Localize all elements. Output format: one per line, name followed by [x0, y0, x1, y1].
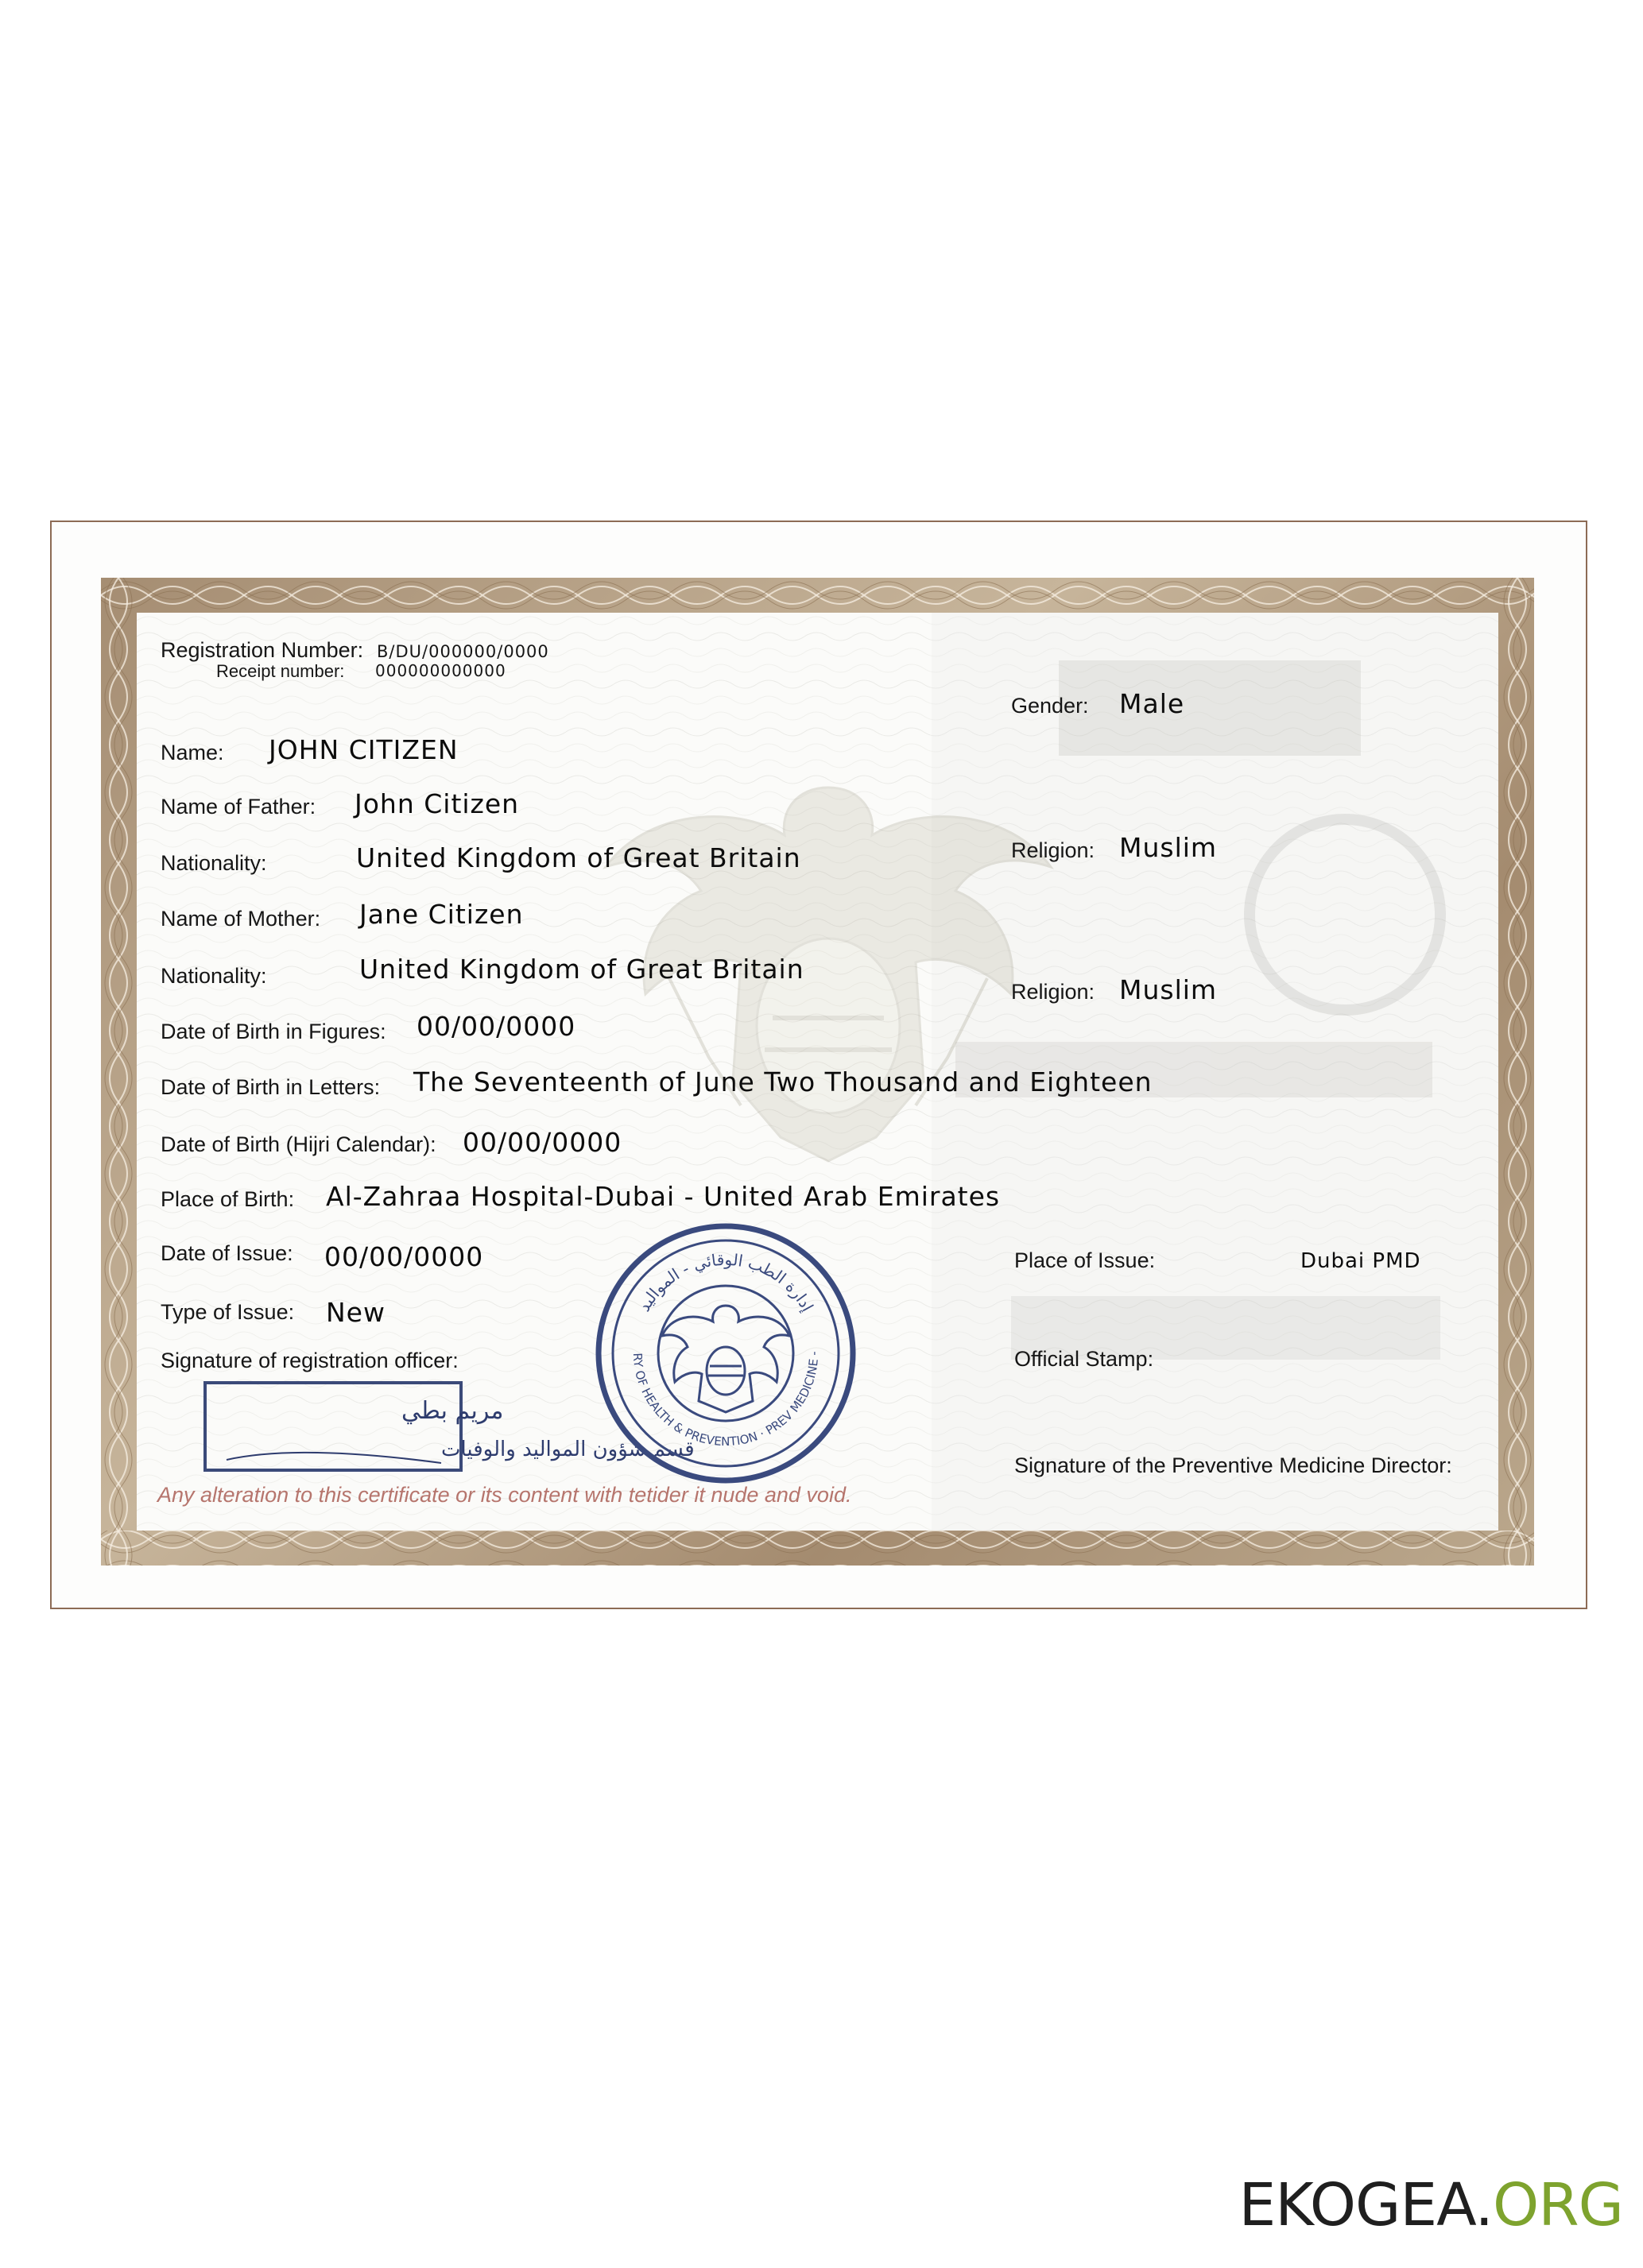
gender-value: Male — [1119, 688, 1185, 719]
mother-name-value: Jane Citizen — [359, 899, 524, 930]
type-of-issue-value: New — [326, 1297, 386, 1328]
footer-brand-logo — [1239, 2171, 1623, 2239]
name-value: JOHN CITIZEN — [269, 734, 459, 765]
father-nationality-value: United Kingdom of Great Britain — [356, 842, 801, 873]
svg-text:مريم بطي: مريم بطي — [401, 1397, 504, 1425]
father-nationality-label: Nationality: — [161, 851, 267, 875]
gender-label: Gender: — [1011, 694, 1089, 718]
registration-number-label: Registration Number: — [161, 638, 364, 662]
brand-part-1: EKOGEA. — [1238, 2171, 1493, 2239]
mother-religion-label: Religion: — [1011, 980, 1095, 1004]
dob-hijri-label: Date of Birth (Hijri Calendar): — [161, 1132, 436, 1156]
mother-religion-value: Muslim — [1119, 974, 1218, 1005]
dob-figures-label: Date of Birth in Figures: — [161, 1020, 386, 1043]
svg-text:قسم شؤون المواليد والوفيات: قسم شؤون المواليد والوفيات — [441, 1438, 695, 1461]
svg-text:MINISTRY OF HEALTH & PREVENTIO: RY OF HEALTH & PREVENTION · PREV MEDICINE - — [630, 1351, 822, 1449]
place-of-issue-value: Dubai PMD — [1300, 1249, 1421, 1273]
father-name-value: John Citizen — [355, 788, 520, 819]
dob-figures-value: 00/00/0000 — [417, 1011, 576, 1042]
date-of-issue-label: Date of Issue: — [161, 1241, 293, 1265]
father-name-label: Name of Father: — [161, 795, 316, 819]
eagle-emblem-stamp-icon — [662, 1306, 789, 1412]
svg-text:إدارة الطب الوقائي - المواليد: إدارة الطب الوقائي - المواليد — [634, 1249, 818, 1315]
registration-number-value: B/DU/000000/0000 — [377, 642, 549, 661]
place-of-birth-value: Al-Zahraa Hospital-Dubai - United Arab Emirates — [326, 1181, 1001, 1212]
official-round-stamp — [590, 1217, 862, 1489]
signature-officer-label: Signature of registration officer: — [161, 1349, 459, 1372]
place-of-birth-label: Place of Birth: — [161, 1187, 295, 1211]
dob-hijri-value: 00/00/0000 — [463, 1127, 622, 1158]
receipt-number-label: Receipt number: — [216, 661, 345, 681]
dob-letters-value: The Seventeenth of June Two Thousand and Eighteen — [413, 1066, 1153, 1097]
father-religion-value: Muslim — [1119, 832, 1218, 863]
director-signature-label: Signature of the Preventive Medicine Director: — [1014, 1453, 1452, 1477]
mother-nationality-value: United Kingdom of Great Britain — [359, 954, 804, 985]
brand-part-2: ORG — [1492, 2171, 1623, 2239]
alteration-warning: Any alteration to this certificate or its content with tetider it nude and void. — [157, 1483, 852, 1507]
mother-nationality-label: Nationality: — [161, 964, 267, 988]
name-label: Name: — [161, 741, 224, 764]
type-of-issue-label: Type of Issue: — [161, 1300, 295, 1324]
receipt-number-value: 000000000000 — [375, 661, 506, 680]
place-of-issue-label: Place of Issue: — [1014, 1248, 1156, 1272]
dob-letters-label: Date of Birth in Letters: — [161, 1075, 381, 1099]
date-of-issue-value: 00/00/0000 — [324, 1241, 484, 1272]
mother-name-label: Name of Mother: — [161, 907, 321, 931]
father-religion-label: Religion: — [1011, 838, 1095, 862]
official-stamp-label: Official Stamp: — [1014, 1347, 1154, 1371]
officer-signature-box — [203, 1380, 695, 1474]
